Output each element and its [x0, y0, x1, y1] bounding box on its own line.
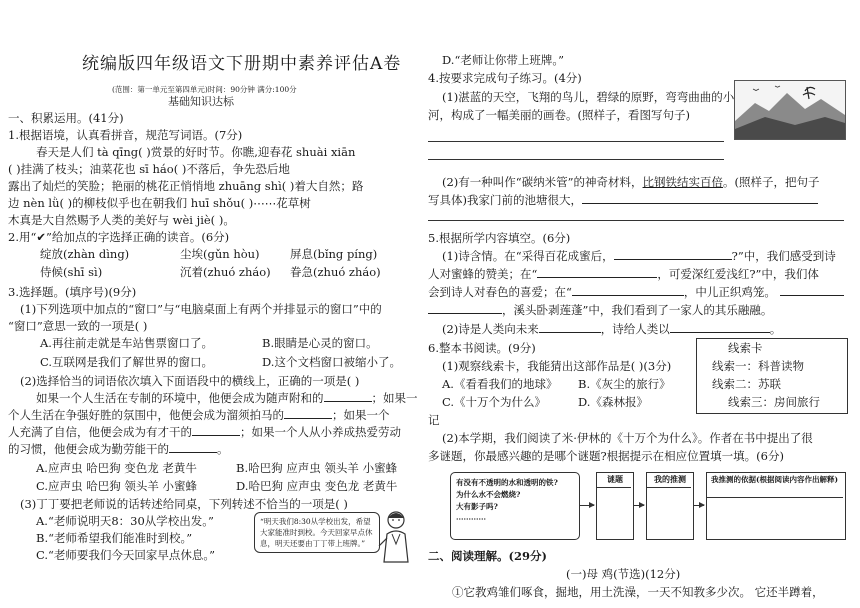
- q1-line-5: 木真是大自然赐予人类的美好与 wèi jiè( )。: [8, 213, 235, 227]
- q3-2-option-a: A.应声虫 哈巴狗 变色龙 老黄牛: [36, 461, 197, 475]
- landscape-picture: [734, 80, 846, 140]
- q4-1-line-2: 河，构成了一幅美丽的画卷。(照样子，看图写句子): [428, 108, 690, 122]
- q3-3-stem: (3)丁丁要把老师说的话转述给同桌，下列转述不恰当的一项是( ): [20, 497, 348, 511]
- q4-1-answer-line-1[interactable]: [428, 141, 724, 142]
- q2-item-5: 沉着(zhuó zháo): [180, 265, 271, 279]
- q5-1-line-3: 会到诗人对春色的喜爱；在“ ，中儿正织鸡笼。: [428, 284, 844, 300]
- q6-1-stem: (1)观察线索卡，我能猜出这部作品是( )(3分): [442, 359, 672, 373]
- question-2-heading: 2.用“✔”给加点的字选择正确的读音。(6分): [8, 230, 230, 244]
- arrow-to-riddle-icon: [580, 505, 594, 506]
- q3-1-stem-cont: “窗口”意思一致的一项是( ): [8, 319, 148, 333]
- q2-item-2: 尘埃(gǔn hòu): [180, 247, 260, 261]
- q3-2-para-3: 人充满了自信，他便会成为有才干的 ；如果一个人从小养成热爱劳动: [8, 425, 401, 439]
- q4-2-answer-line[interactable]: [428, 220, 844, 221]
- guess-answer-box[interactable]: [646, 472, 694, 540]
- question-1-heading: 1.根据语境，认真看拼音，规范写词语。(7分): [8, 128, 243, 142]
- clue-2: 线索二：苏联: [712, 377, 781, 391]
- q6-1-option-a: A.《看看我们的地球》: [442, 377, 558, 391]
- section-1-heading: 一、积累运用。(41分): [8, 111, 124, 125]
- q3-2-option-d: D.哈巴狗 应声虫 变色龙 老黄牛: [236, 479, 398, 493]
- riddle-answer-box[interactable]: [596, 472, 634, 540]
- arrow-to-guess-icon: [634, 505, 644, 506]
- q3-2-para-2: 个人生活在争强好胜的氛围中，他便会成为溜须拍马的 ；如果一个: [8, 408, 390, 422]
- riddle-3: 大有影子吗?: [456, 502, 498, 511]
- teacher-speech-bubble: “明天我们8:30从学校出发，希望大家能准时到校。今天回家早点休息，明天还要由丁丁带上班牌。”: [254, 512, 380, 553]
- arrow-to-basis-icon: [694, 505, 704, 506]
- riddle-1: 有没有不透明的水和透明的铁?: [456, 478, 558, 487]
- q6-1-option-d: D.《森林报》: [578, 395, 648, 409]
- question-5-heading: 5.根据所学内容填空。(6分): [428, 231, 571, 245]
- q2-item-1: 绽放(zhàn dìng): [40, 247, 130, 261]
- teacher-illustration-icon: [376, 508, 416, 564]
- q3-2-option-b: B.哈巴狗 应声虫 领头羊 小蜜蜂: [236, 461, 398, 475]
- q6-2-line-1: (2)本学期，我们阅读了米·伊林的《十万个为什么》。作者在书中提出了很: [442, 431, 813, 445]
- q2-item-6: 眷急(zhuó zháo): [290, 265, 381, 279]
- exam-range: (范围：第一单元至第四单元)时间：90分钟 满分:100分: [112, 85, 297, 94]
- section-2-heading: 二、阅读理解。(29分): [428, 549, 547, 563]
- riddle-4: ⋯⋯⋯⋯: [456, 514, 486, 523]
- exam-title: 统编版四年级语文下册期中素养评估A卷: [82, 54, 402, 74]
- q4-1-answer-line-2[interactable]: [428, 159, 724, 160]
- clue-3: 线索三：房间旅行: [728, 395, 820, 409]
- q3-1-stem: (1)下列选项中加点的“窗口”与“电脑桌面上有两个并排显示的窗口”中的: [20, 302, 382, 316]
- q2-item-3: 屏息(bǐng píng): [290, 247, 378, 261]
- q3-2-para-1: 如果一个人生活在专制的环境中，他便会成为随声附和的 ；如果一: [36, 391, 418, 405]
- riddle-2: 为什么水不会燃烧?: [456, 490, 521, 499]
- q1-line-1: 春天是人们 tà qīng( )赏景的好时节。你瞧,迎春花 shuài xiān: [36, 145, 356, 159]
- q3-2-para-4: 的习惯，他便会成为勤劳能干的 。: [8, 442, 229, 456]
- question-6-heading: 6.整本书阅读。(9分): [428, 341, 536, 355]
- q5-1-line-1: (1)诗含情。在“采得百花成蜜后， ?”中，我们感受到诗: [442, 249, 836, 263]
- q1-line-2: ( )挂满了枝头；油菜花也 sī háo( )不落后，争先恐后地: [8, 162, 290, 176]
- q3-1-option-d: D.这个文档窗口被缩小了。: [262, 355, 401, 369]
- q4-1-line-1: (1)湛蓝的天空，飞翔的鸟儿，碧绿的原野，弯弯曲曲的小: [442, 90, 735, 104]
- basis-column-label: 我推测的依据(根据阅读内容作出解释): [711, 475, 839, 484]
- exam-subtitle: 基础知识达标: [168, 95, 234, 108]
- q1-line-3: 露出了灿烂的笑脸；艳丽的桃花正悄悄地 zhuāng shì( )着大自然；路: [8, 179, 364, 193]
- passage-line-1: ①它教鸡雏们啄食，掘地，用土洗澡，一天不知教多少次。 它还半蹲着，: [452, 585, 824, 599]
- q1-line-4: 边 nèn lǜ( )的柳枝似乎也在朝我们 huī shǒu( )⋯⋯花草树: [8, 196, 311, 210]
- passage-title: (一)母 鸡(节选)(12分): [566, 567, 681, 581]
- guess-column-label: 我的推测: [654, 474, 686, 484]
- q3-3-option-a: A.“老师说明天8：30从学校出发。”: [36, 514, 214, 528]
- q5-2-line: (2)诗是人类向未来 ，诗给人类以 。: [442, 322, 782, 336]
- question-4-heading: 4.按要求完成句子练习。(4分): [428, 71, 582, 85]
- question-3-heading: 3.选择题。(填序号)(9分): [8, 285, 137, 299]
- q5-1-line-4: ，溪头卧剥莲蓬”中，我们看到了一家人的其乐融融。: [428, 302, 772, 318]
- q2-item-4: 侍候(shī sì): [40, 265, 103, 279]
- basis-answer-box[interactable]: [706, 472, 846, 540]
- q3-3-option-b: B.“老师希望我们能准时到校。”: [36, 531, 193, 545]
- clue-1: 线索一：科普读物: [712, 359, 804, 373]
- riddle-column-label: 谜题: [607, 474, 623, 484]
- q3-1-option-c: C.互联网是我们了解世界的窗口。: [40, 355, 214, 369]
- clue-card-title: 线索卡: [728, 341, 763, 355]
- q3-1-option-b: B.眼睛是心灵的窗口。: [262, 336, 378, 350]
- q6-2-line-2: 多谜题，你最感兴趣的是哪个谜题?根据提示在相应位置填一填。(6分): [428, 449, 784, 463]
- q3-2-stem: (2)选择恰当的词语依次填入下面语段中的横线上，正确的一项是( ): [20, 374, 360, 388]
- q3-2-option-c: C.应声虫 哈巴狗 领头羊 小蜜蜂: [36, 479, 198, 493]
- riddle-list-box: [450, 472, 580, 540]
- q3-3-option-d: D.“老师让你带上班牌。”: [442, 53, 564, 67]
- q4-2-line-1: (2)有一种叫作“碳纳米管”的神奇材料，比钢铁结实百倍。(照样子，把句子: [442, 175, 820, 189]
- q3-3-option-c: C.“老师要我们今天回家早点休息。”: [36, 548, 216, 562]
- q5-1-line-2: 人对蜜蜂的赞美；在“ ，可爱深红爱浅红?”中，我们体: [428, 267, 819, 281]
- q6-1-option-b: B.《灰尘的旅行》: [578, 377, 671, 391]
- q6-1-option-c: C.《十万个为什么》: [442, 395, 547, 409]
- q3-1-option-a: A.再往前走就是车站售票窗口了。: [40, 336, 213, 350]
- q6-1-trailing: 记: [428, 413, 440, 427]
- q4-2-line-2: 写具体)我家门前的池塘很大，: [428, 192, 818, 208]
